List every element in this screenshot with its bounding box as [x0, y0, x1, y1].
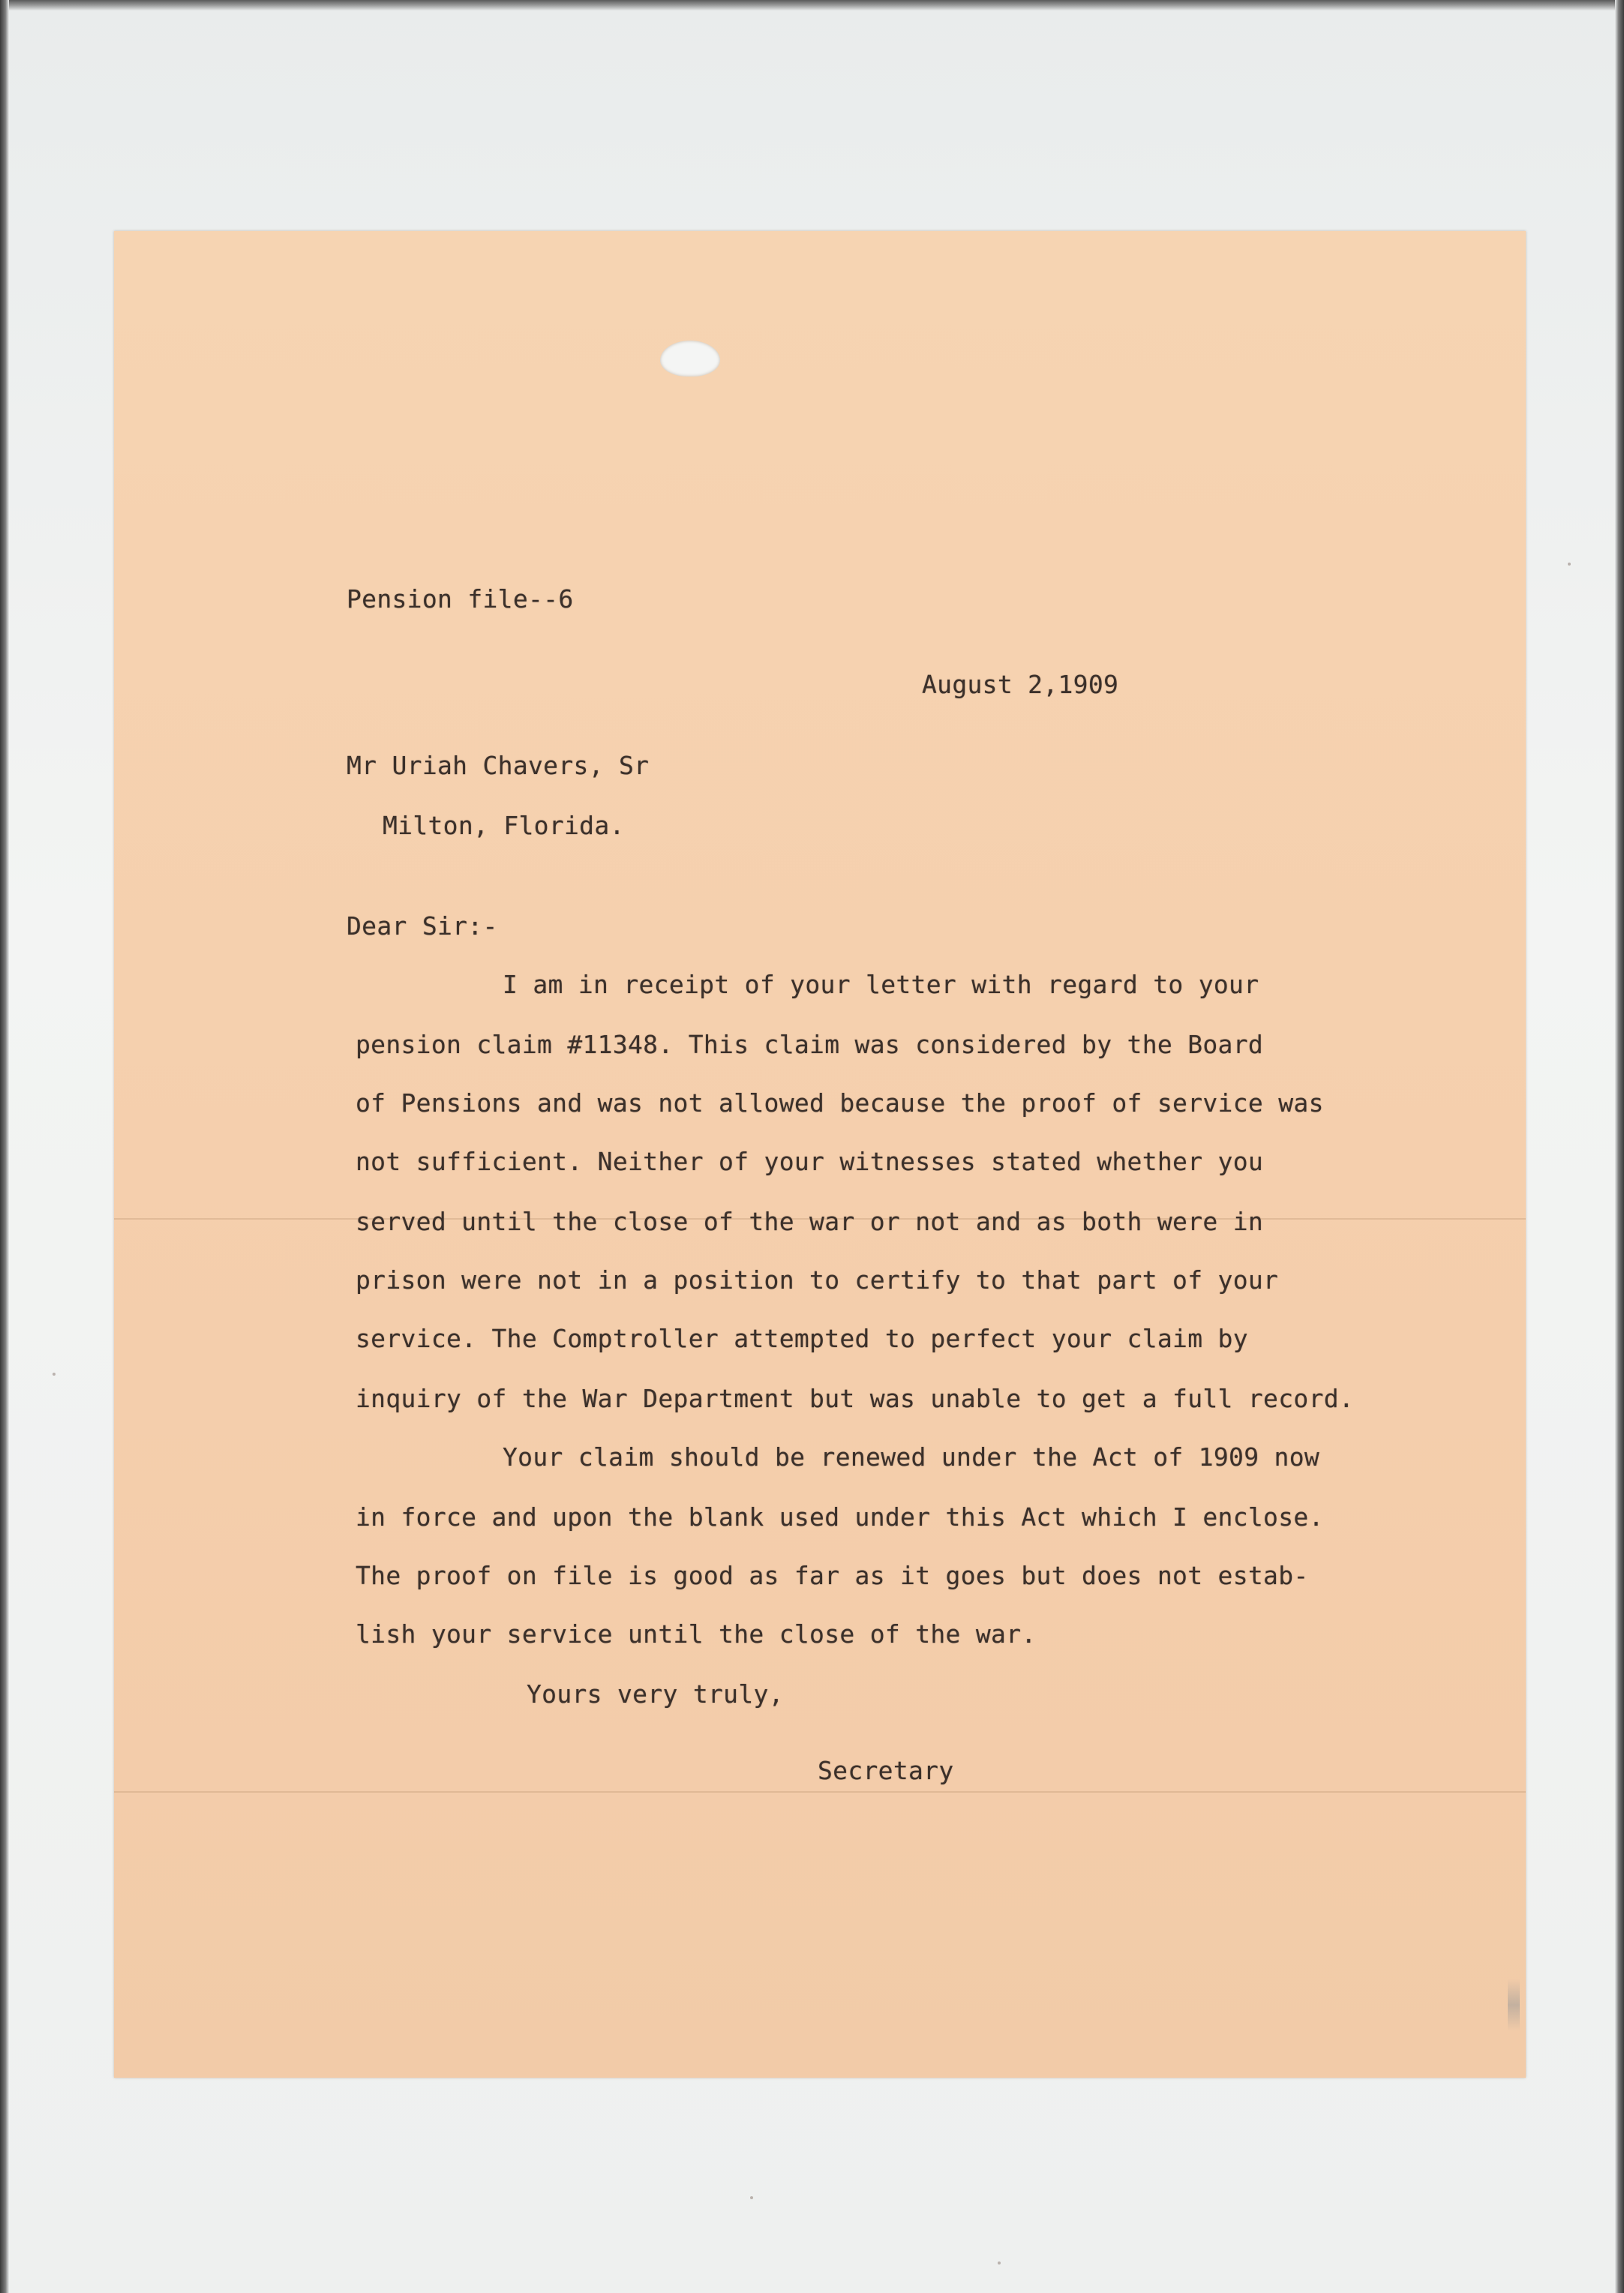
punch-hole: [660, 341, 720, 377]
signature-title: Secretary: [818, 1756, 954, 1785]
body-line: Your claim should be renewed under the Act of 1909 now: [503, 1442, 1320, 1472]
recipient-location: Milton, Florida.: [383, 811, 625, 840]
body-line: I am in receipt of your letter with regard to your: [503, 970, 1259, 999]
scanner-right-edge: [1615, 0, 1624, 2293]
body-line: service. The Comptroller attempted to perfect your claim by: [356, 1324, 1248, 1353]
scanner-top-edge: [0, 0, 1624, 11]
recipient-name: Mr Uriah Chavers, Sr: [347, 751, 650, 780]
letter-page: [114, 231, 1526, 2078]
body-line: in force and upon the blank used under this Act which I enclose.: [356, 1502, 1324, 1532]
body-line: prison were not in a position to certify to that part of your: [356, 1265, 1279, 1295]
body-line: inquiry of the War Department but was unable to get a full record.: [356, 1384, 1355, 1413]
body-line: of Pensions and was not allowed because the proof of service was: [356, 1088, 1324, 1118]
salutation: Dear Sir:-: [347, 911, 498, 941]
paper-fold-line: [114, 1791, 1526, 1793]
dust-speck: [53, 1373, 56, 1376]
file-reference: Pension file--6: [347, 584, 574, 614]
body-line: served until the close of the war or not and as both were in: [356, 1207, 1264, 1236]
edge-stain: [1508, 1979, 1520, 2031]
closing: Yours very truly,: [527, 1679, 784, 1709]
body-line: not sufficient. Neither of your witnesses stated whether you: [356, 1147, 1264, 1176]
body-line: The proof on file is good as far as it goes but does not estab-: [356, 1561, 1309, 1590]
body-line: pension claim #11348. This claim was considered by the Board: [356, 1030, 1264, 1059]
dust-speck: [1568, 563, 1571, 566]
body-line: lish your service until the close of the war.: [356, 1619, 1037, 1649]
letter-date: August 2,1909: [922, 670, 1119, 699]
dust-speck: [750, 2196, 753, 2199]
scanner-left-edge: [0, 0, 9, 2293]
dust-speck: [998, 2261, 1001, 2264]
